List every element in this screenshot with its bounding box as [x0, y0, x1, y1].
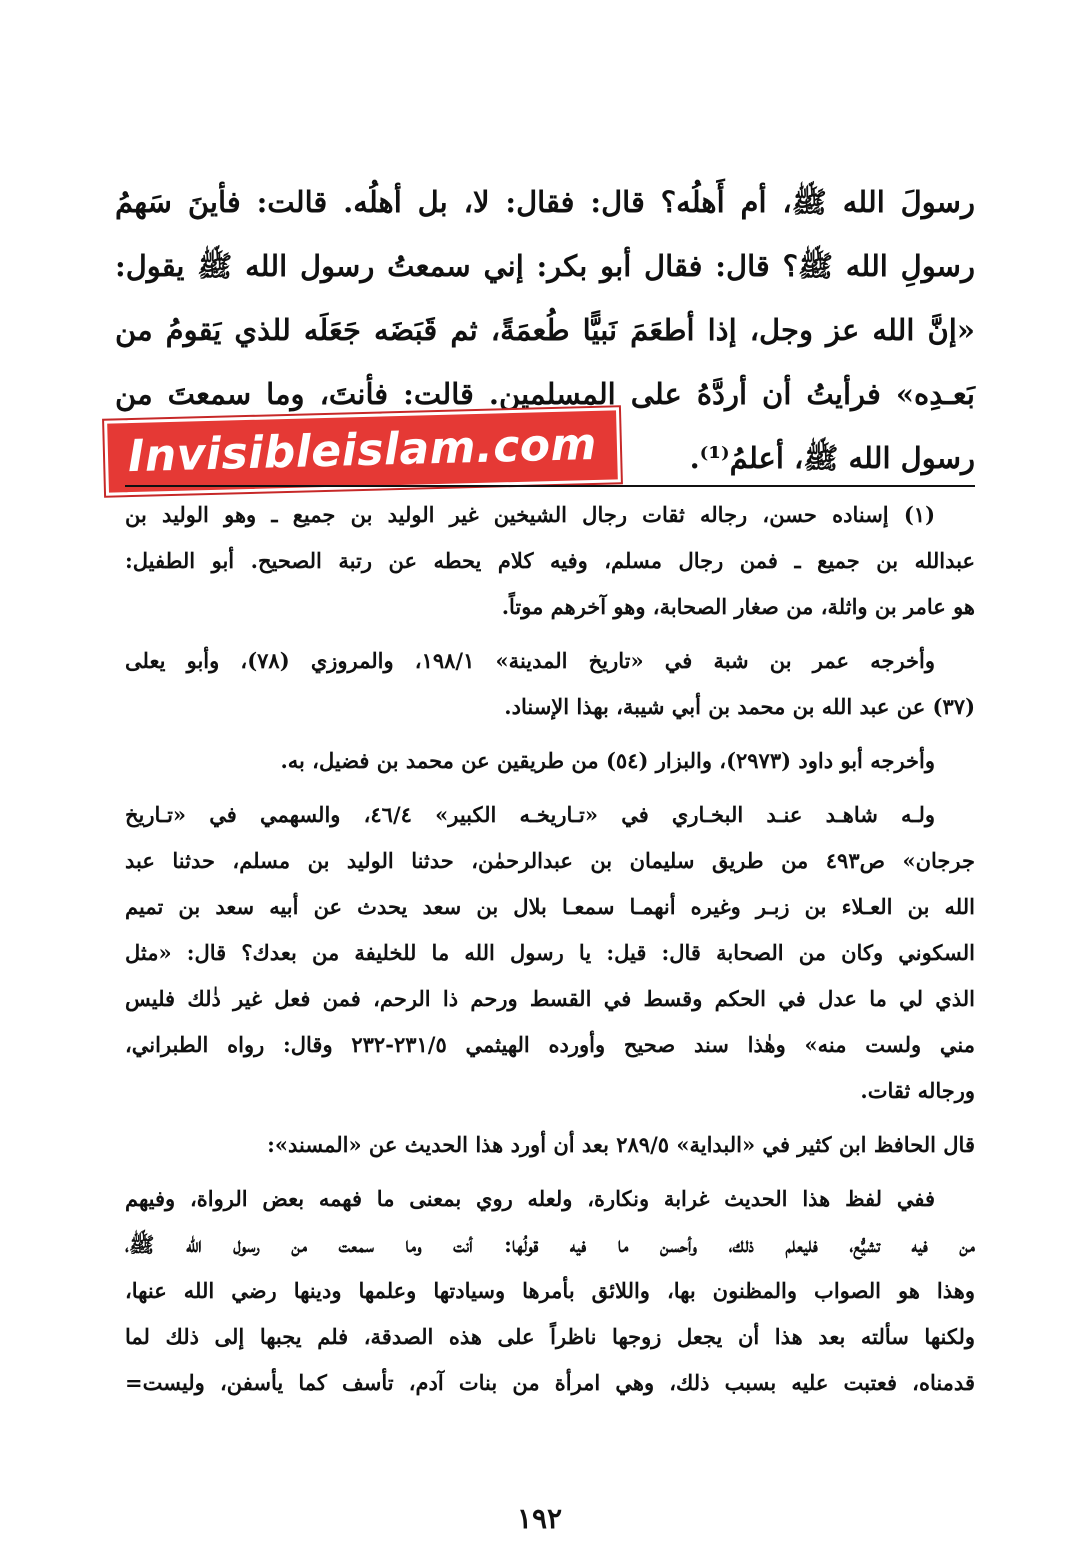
footnote-divider: [125, 485, 975, 487]
footnote-line: وهذا هو الصواب والمظنون بها، واللائق بأمرها وسيادتها وعلمها ودينها رضي الله عنها،: [125, 1278, 975, 1303]
page-number: ١٩٢: [516, 1502, 563, 1535]
footnote-line: (١) إسناده حسن، رجاله ثقات رجال الشيخين غير الوليد بن جميع ـ وهو الوليد بن: [125, 502, 935, 527]
footnote-line: عبدالله بن جميع ـ فمن رجال مسلم، وفيه كلام يحطه عن رتبة الصحيح. أبو الطفيل:: [125, 548, 975, 573]
main-text-line: بَعـدِه» فرأيتُ أن أردَّهُ على المسلمين. قالت: فأنتَ، وما سمعتَ من: [115, 377, 975, 411]
footnote-line: ورجاله ثقات.: [860, 1078, 975, 1103]
watermark-banner: Invisibleislam.com: [104, 407, 621, 495]
footnote-paragraph: [125, 738, 975, 784]
main-text-line: رسولِ الله ﷺ؟ قال: فقال أبو بكر: إني سمعتُ رسول الله ﷺ يقول:: [115, 249, 975, 283]
footnote-paragraph: [125, 1176, 975, 1406]
footnote-paragraph: [125, 792, 975, 1114]
footnote-paragraph: [125, 492, 975, 630]
footnote-line: الذي لي ما عدل في الحكم وقسط في القسط ورحم ذا الرحم، فمن فعل غير ذٰلك فليس: [125, 986, 975, 1011]
footnote-line: هو عامر بن واثلة، من صغار الصحابة، وهو آخرهم موتاً.: [501, 594, 975, 619]
footnote-line: مني ولست منه» وهٰذا سند صحيح وأورده الهيثمي ٢٣١/٥-٢٣٢ وقال: رواه الطبراني،: [125, 1032, 976, 1057]
footnote-line: ففي لفظ هذا الحديث غرابة ونكارة، ولعله روي بمعنى ما فهمه بعض الرواة، وفيهم: [125, 1186, 935, 1211]
footnote-line: ولكنها سألته بعد هذا أن يجعل زوجها ناظراً على هذه الصدقة، فلم يجبها إلى ذلك لما: [125, 1324, 975, 1349]
footnote-line: جرجان» ص٤٩٣ من طريق سليمان بن عبدالرحمٰن، حدثنا الوليد بن مسلم، حدثنا عبد: [125, 848, 975, 873]
footnote-line: من فيه تشيُّع، فليعلم ذلك، وأحسن ما فيه قولُها: أنت وما سمعت من رسول الله ﷺ،: [125, 1232, 975, 1257]
footnotes: [125, 492, 975, 1414]
footnote-line: وأخرجه عمر بن شبة في «تاريخ المدينة» ١٩٨/١، والمروزي (٧٨)، وأبو يعلى: [125, 648, 936, 673]
footnote-paragraph: [125, 638, 975, 730]
footnote-paragraph: [125, 1122, 975, 1168]
footnote-line: ولـه شاهـد عنـد البخـاري في «تـاريخـه الكبير» ٤٦/٤، والسهمي في «تـاريخ: [125, 802, 936, 827]
footnote-line: وأخرجه أبو داود (٢٩٧٣)، والبزار (٥٤) من طريقين عن محمد بن فضيل، به.: [280, 748, 935, 773]
main-text-line: «إنَّ الله عز وجل، إذا أطعَمَ نَبيًّا طُعمَةً، ثم قَبَضَه جَعَلَه للذي يَقومُ من: [115, 313, 975, 347]
footnote-line: قال الحافظ ابن كثير في «البداية» ٢٨٩/٥ بعد أن أورد هذا الحديث عن «المسند»:: [267, 1132, 975, 1157]
footnote-line: قدمناه، فعتبت عليه بسبب ذلك، وهي امرأة من بنات آدم، تأسف كما يأسفن، وليست=: [125, 1370, 975, 1395]
footnote-line: الله بن العـلاء بن زبـر وغيره أنهمـا سمعـا بلال بن سعد يحدث عن أبيه سعد بن تميم: [125, 894, 975, 919]
footnote-line: السكوني وكان من الصحابة قال: قيل: يا رسول الله ما للخليفة من بعدك؟ قال: «مثل: [125, 940, 975, 965]
footnote-line: (٣٧) عن عبد الله بن محمد بن أبي شيبة، بهذا الإسناد.: [504, 694, 975, 719]
main-text-line: رسول الله ﷺ، أعلمُ⁽¹⁾.: [689, 441, 975, 475]
main-text-line: رسولَ الله ﷺ، أم أَهلُه؟ قال: فقال: لا، بل أهلُه. قالت: فأينَ سَهمُ: [115, 185, 975, 219]
